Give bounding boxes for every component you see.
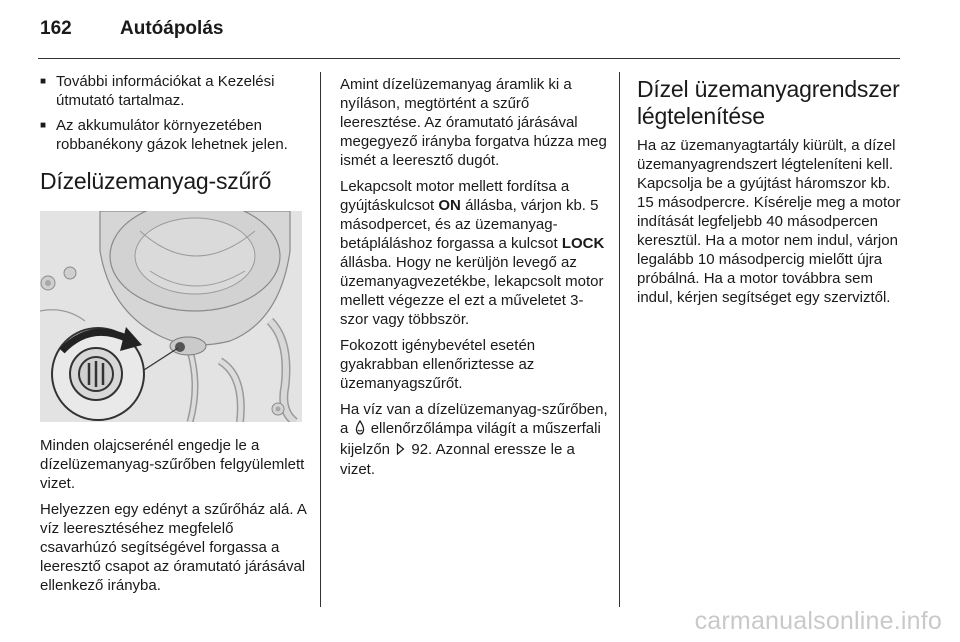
section-heading-fuel-filter: Dízelüzemanyag-szűrő <box>40 168 272 194</box>
bullet-icon: ■ <box>40 76 47 87</box>
text-run: Lekapcsolt motor mellett fordítsa a gyújtáskulcsot <box>340 178 570 214</box>
text-run: ellenőrzőlámpa világít a műszerfali kijelzőn <box>340 420 601 458</box>
chapter-title: Autóápolás <box>120 18 224 39</box>
watermark: carmanualsonline.info <box>694 607 942 635</box>
key-position-on: ON <box>438 197 461 214</box>
text-run: állásba, várjon kb. 5 másodpercet, és az üzemanyag-betápláláshoz forgassa a kulcsot <box>340 197 599 252</box>
key-position-lock: LOCK <box>561 235 605 252</box>
bullet-item <box>40 116 310 154</box>
column-left <box>40 72 310 602</box>
header-rule <box>38 58 900 59</box>
bullet-item <box>40 72 310 110</box>
paragraph-warning <box>340 400 610 479</box>
water-in-fuel-warning-icon <box>355 420 365 440</box>
paragraph: Amint dízelüzemanyag áramlik ki a nyíláson, megtörtént a szűrő leeresztése. Az óramutató járásával megegyező irányba forgatva húzza meg ismét a leeresztő dugót. <box>340 76 607 169</box>
page-reference-link[interactable]: 92. <box>411 441 433 458</box>
bullet-text: További információkat a Kezelési útmutató tartalmaz. <box>56 73 275 109</box>
column-middle <box>340 75 610 486</box>
bullet-text: Az akkumulátor környezetében robbanékony gázok lehetnek jelen. <box>56 117 288 153</box>
section-heading-fuel-bleeding: Dízel üzemanyagrendszer légtelenítése <box>637 76 900 129</box>
text-run: Azonnal eressze le a vizet. <box>340 441 575 478</box>
column-right <box>637 76 905 314</box>
column-divider <box>619 72 620 607</box>
text-run: Ha víz van a dízelüzemanyag-szűrőben, a <box>340 401 608 437</box>
fuel-filter-illustration <box>40 211 302 422</box>
paragraph: Fokozott igénybevétel esetén gyakrabban ellenőriztesse az üzemanyagszűrőt. <box>340 337 536 392</box>
column-divider <box>320 72 321 607</box>
page-number: 162 <box>40 18 72 39</box>
paragraph: Minden olajcserénél engedje le a dízelüzemanyag-szűrőben felgyülemlett vizet. <box>40 437 305 492</box>
paragraph: Ha az üzemanyagtartály kiürült, a dízel üzemanyagrendszert légteleníteni kell. Kapcsolja be a gyújtást háromszor kb. 15 másodpercre. Kísérelje meg a motor indítását legfeljebb 40 másodpercen keresztül. Ha a motor nem indul, várjon legalább 10 másodpercig mielőtt újra próbálná. Ha a motor továbbra sem indul, kérjen segítséget egy szerviztől. <box>637 137 901 306</box>
page-reference-arrow-icon <box>396 441 405 460</box>
bullet-list <box>40 72 310 154</box>
paragraph-ignition <box>340 177 610 329</box>
paragraph: Helyezzen egy edényt a szűrőház alá. A víz leeresztéséhez megfelelő csavarhúzó segítségével forgassa a leeresztő csapot az óramutató járásával ellenkező irányba. <box>40 501 307 594</box>
bullet-icon: ■ <box>40 120 47 131</box>
text-run: állásba. Hogy ne kerüljön levegő az üzemanyagvezetékbe, lekapcsolt motor mellett végezze el ezt a műveletet 3-szor vagy többször. <box>340 254 604 328</box>
